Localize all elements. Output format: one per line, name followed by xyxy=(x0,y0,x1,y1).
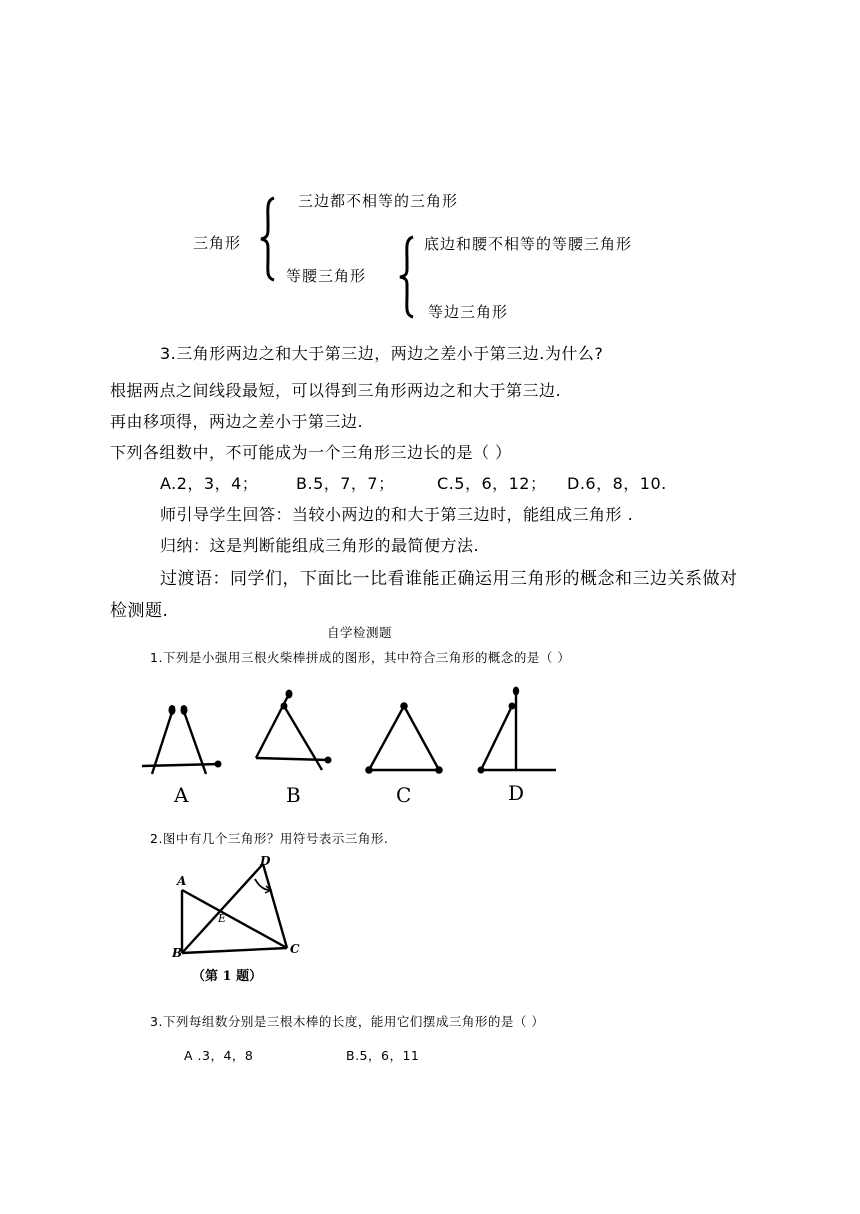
option-b: B.5，7，7； xyxy=(296,474,395,493)
figure-label-b: B xyxy=(286,783,301,807)
left-brace-icon xyxy=(397,235,417,319)
paragraph-reason-1: 根据两点之间线段最短，可以得到三角形两边之和大于第三边. xyxy=(110,381,562,400)
paragraph-transition-2: 检测题. xyxy=(110,601,169,621)
class-isosceles-sub2: 等边三角形 xyxy=(428,303,509,321)
option-d: D.6，8，10. xyxy=(567,474,667,493)
triangle-figure xyxy=(170,852,320,987)
self-test-question-1: 1.下列是小强用三根火柴棒拼成的图形，其中符合三角形的概念的是（ ） xyxy=(150,650,571,665)
paragraph-reason-2: 再由移项得，两边之差小于第三边. xyxy=(110,412,364,431)
matchstick-figure-a xyxy=(140,700,230,780)
point-label-e: E xyxy=(218,912,227,925)
class-root-label: 三角形 xyxy=(193,234,242,252)
figure-caption: （第 1 题） xyxy=(192,969,263,984)
paragraph-summary: 归纳：这是判断能组成三角形的最简便方法. xyxy=(160,536,480,555)
q3-option-a: A .3，4，8 xyxy=(184,1048,254,1063)
option-a: A.2，3，4； xyxy=(160,474,259,493)
class-isosceles-sub1: 底边和腰不相等的等腰三角形 xyxy=(424,235,633,253)
matchstick-figure-c xyxy=(362,698,452,778)
paragraph-transition-1: 过渡语：同学们，下面比一比看谁能正确运用三角形的概念和三边关系做对 xyxy=(160,569,738,589)
paragraph-question-3: 3.三角形两边之和大于第三边，两边之差小于第三边.为什么? xyxy=(160,344,604,363)
self-test-question-3: 3.下列每组数分别是三根木棒的长度，能用它们摆成三角形的是（ ） xyxy=(150,1014,545,1029)
matchstick-figure-b xyxy=(252,688,352,778)
option-c: C.5，6，12； xyxy=(437,474,547,493)
figure-label-d: D xyxy=(508,781,525,805)
class-isosceles: 等腰三角形 xyxy=(286,267,367,285)
figure-label-a: A xyxy=(174,783,189,807)
paragraph-teacher: 师引导学生回答：当较小两边的和大于第三边时，能组成三角形 . xyxy=(160,505,634,524)
left-brace-icon xyxy=(258,196,278,282)
q3-option-b: B.5，6，11 xyxy=(346,1048,420,1063)
figure-label-c: C xyxy=(396,783,412,807)
point-label-c: C xyxy=(290,942,300,956)
paragraph-question: 下列各组数中，不可能成为一个三角形三边长的是（ ） xyxy=(110,443,512,462)
self-test-title: 自学检测题 xyxy=(327,625,393,640)
point-label-a: A xyxy=(177,874,187,888)
point-label-d: D xyxy=(260,854,271,868)
class-scalene: 三边都不相等的三角形 xyxy=(298,192,459,210)
point-label-b: B xyxy=(172,946,183,960)
matchstick-figure-d xyxy=(472,684,562,774)
self-test-question-2: 2.图中有几个三角形？用符号表示三角形. xyxy=(150,831,389,846)
